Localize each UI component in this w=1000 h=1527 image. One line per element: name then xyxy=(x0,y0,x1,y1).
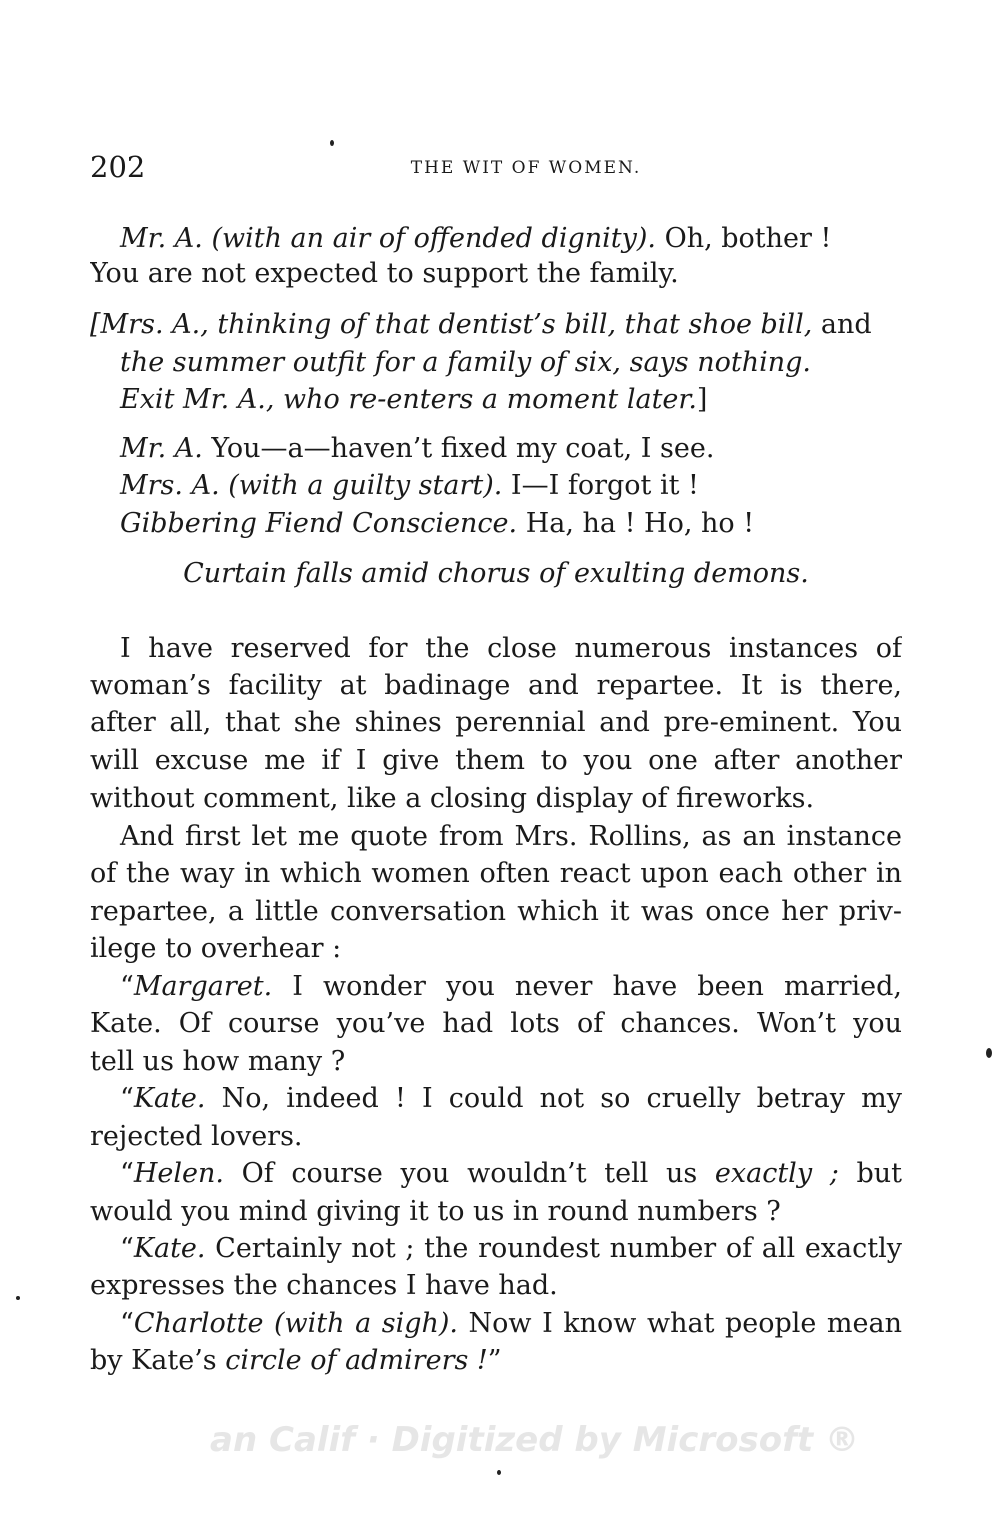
dialogue-line: Mr. A. You—a—haven’t fixed my coat, I see. xyxy=(120,433,715,464)
page-number: 202 xyxy=(90,150,146,184)
quote-line: rejected lovers. xyxy=(90,1121,303,1152)
quote-line: “Charlotte (with a sigh). Now I know what people mean xyxy=(120,1308,902,1339)
dialogue-text: Oh, bother ! xyxy=(656,223,832,254)
stage-direction-line: [Mrs. A., thinking of that dentist’s bill, that shoe bill, and xyxy=(90,309,872,340)
speaker: Mr. A. xyxy=(120,433,203,464)
paragraph-line: will excuse me if I give them to you one after another xyxy=(90,745,902,776)
scan-speck xyxy=(16,1296,20,1300)
quote-line: Kate. Of course you’ve had lots of chances. Won’t you xyxy=(90,1008,902,1039)
paragraph-line: without comment, like a closing display of fireworks. xyxy=(90,783,815,814)
dialogue-line xyxy=(90,222,902,256)
stage-direction: (with a guilty start). xyxy=(228,470,503,501)
quote-line: by Kate’s circle of admirers !” xyxy=(90,1345,502,1376)
speaker: Mrs. A. xyxy=(120,470,220,501)
curtain-line: Curtain falls amid chorus of exulting demons. xyxy=(183,558,809,589)
paragraph-line: ilege to overhear : xyxy=(90,933,342,964)
quote-line: tell us how many ? xyxy=(90,1046,346,1077)
stage-direction-line: Exit Mr. A., who re-enters a moment later.] xyxy=(120,384,708,415)
paragraph-line: I have reserved for the close numerous instances of xyxy=(120,633,902,664)
dialogue-line: Gibbering Fiend Conscience. Ha, ha ! Ho, ho ! xyxy=(120,508,755,539)
paragraph-line: of the way in which women often react upon each other in xyxy=(90,858,902,889)
quote-line: expresses the chances I have had. xyxy=(90,1270,558,1301)
page-header xyxy=(90,150,902,190)
speaker: Gibbering Fiend Conscience. xyxy=(120,508,518,539)
stage-direction-line: the summer outfit for a family of six, says nothing. xyxy=(120,347,812,378)
quote-line: “Kate. Certainly not ; the roundest number of all exactly xyxy=(120,1233,902,1264)
scan-speck xyxy=(330,140,334,146)
running-title: THE WIT OF WOMEN. xyxy=(410,158,642,178)
quote-line: “Kate. No, indeed ! I could not so cruelly betray my xyxy=(120,1083,902,1114)
stage-direction: (with an air of offended dignity). xyxy=(211,223,656,254)
quote-line: would you mind giving it to us in round numbers ? xyxy=(90,1196,781,1227)
speaker: Mr. A. xyxy=(120,223,203,254)
paragraph-line: woman’s facility at badinage and repartee. It is there, xyxy=(90,670,902,701)
scan-speck xyxy=(497,1470,501,1475)
paragraph-line: repartee, a little conversation which it was once her priv- xyxy=(90,896,902,927)
paragraph-line: And first let me quote from Mrs. Rollins, as an instance xyxy=(120,821,902,852)
dialogue-line: You are not expected to support the family. xyxy=(90,258,679,289)
paragraph-line: after all, that she shines perennial and pre-eminent. You xyxy=(90,707,902,738)
quote-line: “Margaret. I wonder you never have been married, xyxy=(120,971,902,1002)
digitization-watermark: an Calif · Digitized by Microsoft ® xyxy=(210,1420,859,1460)
dialogue-line: Mrs. A. (with a guilty start). I—I forgot it ! xyxy=(120,470,699,501)
scan-speck xyxy=(986,1048,992,1058)
quote-line: “Helen. Of course you wouldn’t tell us exactly ; but xyxy=(120,1158,902,1189)
